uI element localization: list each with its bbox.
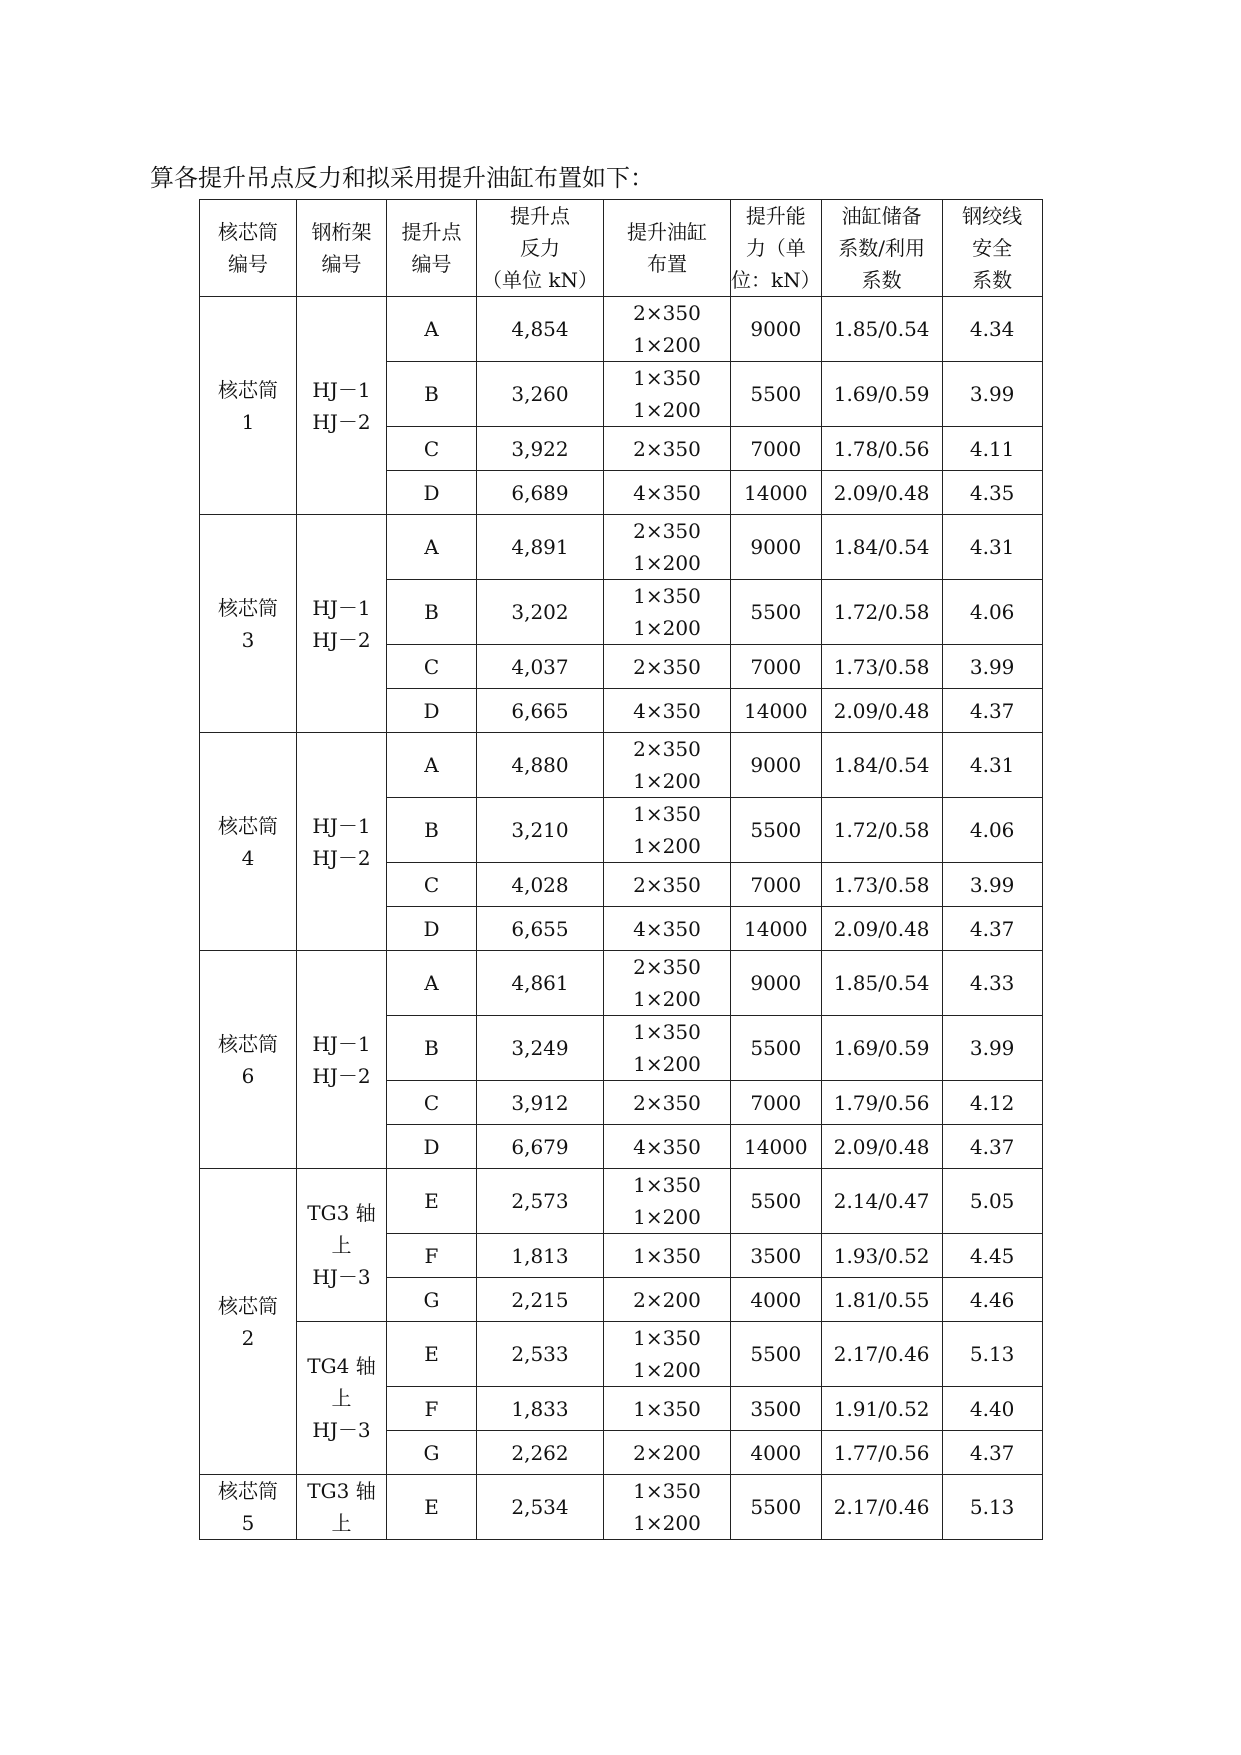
safety-cell: 5.13: [942, 1475, 1042, 1540]
ratio-cell: 1.85/0.54: [821, 951, 942, 1016]
header-point-id: 提升点 编号: [387, 200, 477, 297]
ratio-cell: 1.93/0.52: [821, 1234, 942, 1278]
capacity-cell: 3500: [731, 1234, 822, 1278]
point-cell: C: [387, 427, 477, 471]
capacity-cell: 3500: [731, 1387, 822, 1431]
capacity-cell: 9000: [731, 297, 822, 362]
point-cell: G: [387, 1278, 477, 1322]
header-cylinder: 提升油缸 布置: [604, 200, 731, 297]
cylinder-cell: 2×350: [604, 645, 731, 689]
truss-id-cell: TG4 轴 上 HJ－3: [297, 1322, 387, 1475]
lifting-table: [199, 199, 1043, 1540]
header-core-id: 核芯筒 编号: [200, 200, 297, 297]
reaction-cell: 4,891: [477, 515, 604, 580]
reaction-cell: 4,880: [477, 733, 604, 798]
reaction-cell: 1,813: [477, 1234, 604, 1278]
safety-cell: 4.06: [942, 798, 1042, 863]
ratio-cell: 1.69/0.59: [821, 1016, 942, 1081]
reaction-cell: 4,854: [477, 297, 604, 362]
safety-cell: 4.46: [942, 1278, 1042, 1322]
point-cell: E: [387, 1169, 477, 1234]
point-cell: F: [387, 1387, 477, 1431]
safety-cell: 4.37: [942, 689, 1042, 733]
truss-id-cell: HJ－1 HJ－2: [297, 297, 387, 515]
capacity-cell: 5500: [731, 580, 822, 645]
truss-id-cell: TG3 轴 上 HJ－3: [297, 1169, 387, 1322]
core-id-cell: 核芯筒 6: [200, 951, 297, 1169]
point-cell: E: [387, 1475, 477, 1540]
cylinder-cell: 4×350: [604, 471, 731, 515]
reaction-cell: 3,260: [477, 362, 604, 427]
ratio-cell: 2.09/0.48: [821, 907, 942, 951]
safety-cell: 4.11: [942, 427, 1042, 471]
table-row: [200, 297, 1043, 362]
ratio-cell: 1.79/0.56: [821, 1081, 942, 1125]
ratio-cell: 1.81/0.55: [821, 1278, 942, 1322]
point-cell: G: [387, 1431, 477, 1475]
point-cell: B: [387, 798, 477, 863]
reaction-cell: 2,262: [477, 1431, 604, 1475]
reaction-cell: 1,833: [477, 1387, 604, 1431]
cylinder-cell: 4×350: [604, 1125, 731, 1169]
safety-cell: 4.35: [942, 471, 1042, 515]
table-row: [200, 733, 1043, 798]
capacity-cell: 5500: [731, 1016, 822, 1081]
truss-id-cell: TG3 轴 上: [297, 1475, 387, 1540]
capacity-cell: 5500: [731, 1169, 822, 1234]
safety-cell: 4.06: [942, 580, 1042, 645]
capacity-cell: 4000: [731, 1431, 822, 1475]
reaction-cell: 3,210: [477, 798, 604, 863]
reaction-cell: 6,665: [477, 689, 604, 733]
safety-cell: 3.99: [942, 645, 1042, 689]
intro-text: 算各提升吊点反力和拟采用提升油缸布置如下：: [150, 164, 654, 192]
core-id-cell: 核芯筒 5: [200, 1475, 297, 1540]
ratio-cell: 1.72/0.58: [821, 798, 942, 863]
ratio-cell: 1.77/0.56: [821, 1431, 942, 1475]
safety-cell: 4.37: [942, 1431, 1042, 1475]
reaction-cell: 3,249: [477, 1016, 604, 1081]
cylinder-cell: 2×350 1×200: [604, 297, 731, 362]
capacity-cell: 14000: [731, 1125, 822, 1169]
capacity-cell: 9000: [731, 515, 822, 580]
cylinder-cell: 4×350: [604, 907, 731, 951]
safety-cell: 3.99: [942, 863, 1042, 907]
ratio-cell: 1.91/0.52: [821, 1387, 942, 1431]
reaction-cell: 4,861: [477, 951, 604, 1016]
reaction-cell: 3,912: [477, 1081, 604, 1125]
point-cell: F: [387, 1234, 477, 1278]
point-cell: D: [387, 471, 477, 515]
point-cell: D: [387, 689, 477, 733]
point-cell: C: [387, 863, 477, 907]
reaction-cell: 2,534: [477, 1475, 604, 1540]
capacity-cell: 9000: [731, 951, 822, 1016]
ratio-cell: 2.09/0.48: [821, 689, 942, 733]
ratio-cell: 1.72/0.58: [821, 580, 942, 645]
core-id-cell: 核芯筒 3: [200, 515, 297, 733]
reaction-cell: 3,202: [477, 580, 604, 645]
cylinder-cell: 4×350: [604, 689, 731, 733]
header-reaction: 提升点 反力 （单位 kN）: [477, 200, 604, 297]
capacity-cell: 5500: [731, 798, 822, 863]
point-cell: A: [387, 515, 477, 580]
point-cell: C: [387, 645, 477, 689]
capacity-cell: 9000: [731, 733, 822, 798]
table-row: [200, 1169, 1043, 1234]
header-capacity: 提升能 力（单 位：kN）: [731, 200, 822, 297]
header-safety: 钢绞线 安全 系数: [942, 200, 1042, 297]
point-cell: B: [387, 1016, 477, 1081]
safety-cell: 4.12: [942, 1081, 1042, 1125]
reaction-cell: 2,215: [477, 1278, 604, 1322]
safety-cell: 4.40: [942, 1387, 1042, 1431]
safety-cell: 5.13: [942, 1322, 1042, 1387]
capacity-cell: 7000: [731, 427, 822, 471]
reaction-cell: 3,922: [477, 427, 604, 471]
point-cell: A: [387, 733, 477, 798]
point-cell: A: [387, 951, 477, 1016]
truss-id-cell: HJ－1 HJ－2: [297, 515, 387, 733]
capacity-cell: 14000: [731, 471, 822, 515]
cylinder-cell: 2×200: [604, 1278, 731, 1322]
cylinder-cell: 1×350: [604, 1387, 731, 1431]
safety-cell: 4.31: [942, 733, 1042, 798]
cylinder-cell: 1×350 1×200: [604, 1016, 731, 1081]
reaction-cell: 4,028: [477, 863, 604, 907]
cylinder-cell: 2×350: [604, 1081, 731, 1125]
capacity-cell: 14000: [731, 907, 822, 951]
reaction-cell: 6,689: [477, 471, 604, 515]
reaction-cell: 6,655: [477, 907, 604, 951]
truss-id-cell: HJ－1 HJ－2: [297, 951, 387, 1169]
ratio-cell: 2.17/0.46: [821, 1322, 942, 1387]
capacity-cell: 5500: [731, 1322, 822, 1387]
core-id-cell: 核芯筒 4: [200, 733, 297, 951]
ratio-cell: 1.84/0.54: [821, 515, 942, 580]
capacity-cell: 14000: [731, 689, 822, 733]
point-cell: E: [387, 1322, 477, 1387]
capacity-cell: 4000: [731, 1278, 822, 1322]
cylinder-cell: 1×350 1×200: [604, 1475, 731, 1540]
ratio-cell: 1.69/0.59: [821, 362, 942, 427]
safety-cell: 3.99: [942, 1016, 1042, 1081]
header-row: [200, 200, 1043, 297]
ratio-cell: 1.73/0.58: [821, 863, 942, 907]
table-row: [200, 515, 1043, 580]
ratio-cell: 2.14/0.47: [821, 1169, 942, 1234]
cylinder-cell: 2×350 1×200: [604, 515, 731, 580]
table-row: [200, 951, 1043, 1016]
cylinder-cell: 2×350 1×200: [604, 951, 731, 1016]
safety-cell: 5.05: [942, 1169, 1042, 1234]
ratio-cell: 1.84/0.54: [821, 733, 942, 798]
ratio-cell: 2.09/0.48: [821, 471, 942, 515]
ratio-cell: 1.73/0.58: [821, 645, 942, 689]
safety-cell: 4.37: [942, 907, 1042, 951]
cylinder-cell: 2×350 1×200: [604, 733, 731, 798]
header-truss-id: 钢桁架 编号: [297, 200, 387, 297]
core-id-cell: 核芯筒 2: [200, 1169, 297, 1475]
safety-cell: 4.37: [942, 1125, 1042, 1169]
point-cell: C: [387, 1081, 477, 1125]
cylinder-cell: 1×350 1×200: [604, 1169, 731, 1234]
cylinder-cell: 1×350 1×200: [604, 580, 731, 645]
reaction-cell: 4,037: [477, 645, 604, 689]
ratio-cell: 2.09/0.48: [821, 1125, 942, 1169]
point-cell: B: [387, 580, 477, 645]
reaction-cell: 2,573: [477, 1169, 604, 1234]
header-ratio: 油缸储备 系数/利用 系数: [821, 200, 942, 297]
table-row: [200, 1322, 1043, 1387]
point-cell: D: [387, 907, 477, 951]
safety-cell: 4.45: [942, 1234, 1042, 1278]
point-cell: D: [387, 1125, 477, 1169]
cylinder-cell: 1×350 1×200: [604, 1322, 731, 1387]
point-cell: A: [387, 297, 477, 362]
capacity-cell: 7000: [731, 645, 822, 689]
capacity-cell: 7000: [731, 1081, 822, 1125]
capacity-cell: 7000: [731, 863, 822, 907]
table-row: [200, 1475, 1043, 1540]
cylinder-cell: 1×350: [604, 1234, 731, 1278]
safety-cell: 3.99: [942, 362, 1042, 427]
cylinder-cell: 2×350: [604, 427, 731, 471]
point-cell: B: [387, 362, 477, 427]
reaction-cell: 2,533: [477, 1322, 604, 1387]
ratio-cell: 1.78/0.56: [821, 427, 942, 471]
capacity-cell: 5500: [731, 1475, 822, 1540]
safety-cell: 4.31: [942, 515, 1042, 580]
capacity-cell: 5500: [731, 362, 822, 427]
cylinder-cell: 1×350 1×200: [604, 798, 731, 863]
cylinder-cell: 2×200: [604, 1431, 731, 1475]
safety-cell: 4.33: [942, 951, 1042, 1016]
core-id-cell: 核芯筒 1: [200, 297, 297, 515]
ratio-cell: 1.85/0.54: [821, 297, 942, 362]
truss-id-cell: HJ－1 HJ－2: [297, 733, 387, 951]
reaction-cell: 6,679: [477, 1125, 604, 1169]
cylinder-cell: 2×350: [604, 863, 731, 907]
ratio-cell: 2.17/0.46: [821, 1475, 942, 1540]
cylinder-cell: 1×350 1×200: [604, 362, 731, 427]
safety-cell: 4.34: [942, 297, 1042, 362]
